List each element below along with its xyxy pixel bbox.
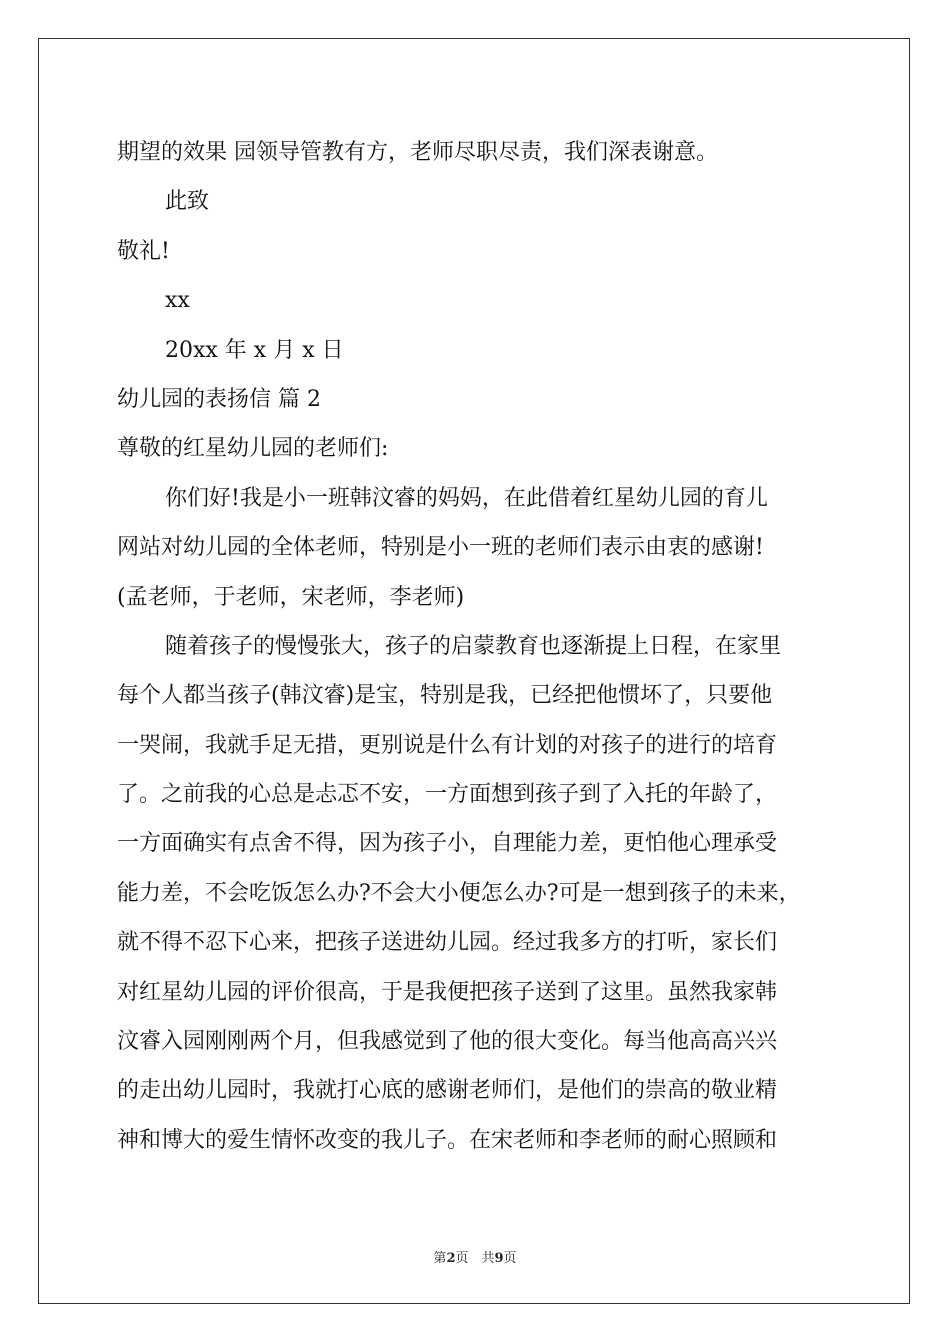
text-line: 你们好!我是小一班韩汶睿的妈妈，在此借着红星幼儿园的育儿 [165,485,768,511]
footer-mid: 页 共 [455,1251,495,1266]
text-line: 就不得不忍下心来，把孩子送进幼儿园。经过我多方的打听，家长们 [117,930,778,956]
letter-greeting: 尊敬的红星幼儿园的老师们: [117,436,389,462]
text-line: (孟老师，于老师，宋老师，李老师) [117,584,465,610]
text-line: 随着孩子的慢慢张大，孩子的启蒙教育也逐渐提上日程，在家里 [165,633,782,659]
text-line: 每个人都当孩子(韩汶睿)是宝，特别是我，已经把他惯坏了，只要他 [117,683,773,709]
text-line: 网站对幼儿园的全体老师，特别是小一班的老师们表示由衷的感谢! [117,535,764,561]
document-body [117,128,837,1165]
text-line: 一方面确实有点舍不得，因为孩子小，自理能力差，更怕他心理承受 [117,831,778,857]
text-line: 对红星幼儿园的评价很高，于是我便把孩子送到了这里。虽然我家韩 [117,979,778,1005]
salutation-cizhi: 此致 [165,189,210,215]
text-line: 的走出幼儿园时，我就打心底的感谢老师们，是他们的崇高的敬业精 [117,1078,778,1104]
text-line: 神和博大的爱生情怀改变的我儿子。在宋老师和李老师的耐心照顾和 [117,1127,778,1153]
text-line: 了。之前我的心总是忐忑不安，一方面想到孩子到了入托的年龄了， [117,782,778,808]
footer-prefix: 第 [433,1251,447,1266]
section-heading: 幼儿园的表扬信 篇 2 [117,386,321,412]
text-line: 期望的效果 园领导管教有方，老师尽职尽责，我们深表谢意。 [117,140,718,165]
page-footer [0,1247,950,1266]
total-page-count: 9 [494,1251,504,1266]
signature-date: 20xx 年 x 月 x 日 [165,337,344,363]
footer-suffix: 页 [503,1251,517,1266]
current-page-number: 2 [446,1251,456,1266]
text-line: 汶睿入园刚刚两个月，但我感觉到了他的很大变化。每当他高高兴兴 [117,1029,778,1055]
text-line: 能力差，不会吃饭怎么办?不会大小便怎么办?可是一想到孩子的未来， [117,880,801,906]
signature-name: xx [165,288,190,314]
text-line: 一哭闹，我就手足无措，更别说是什么有计划的对孩子的进行的培育 [117,732,778,758]
salutation-jingli: 敬礼! [117,238,170,264]
